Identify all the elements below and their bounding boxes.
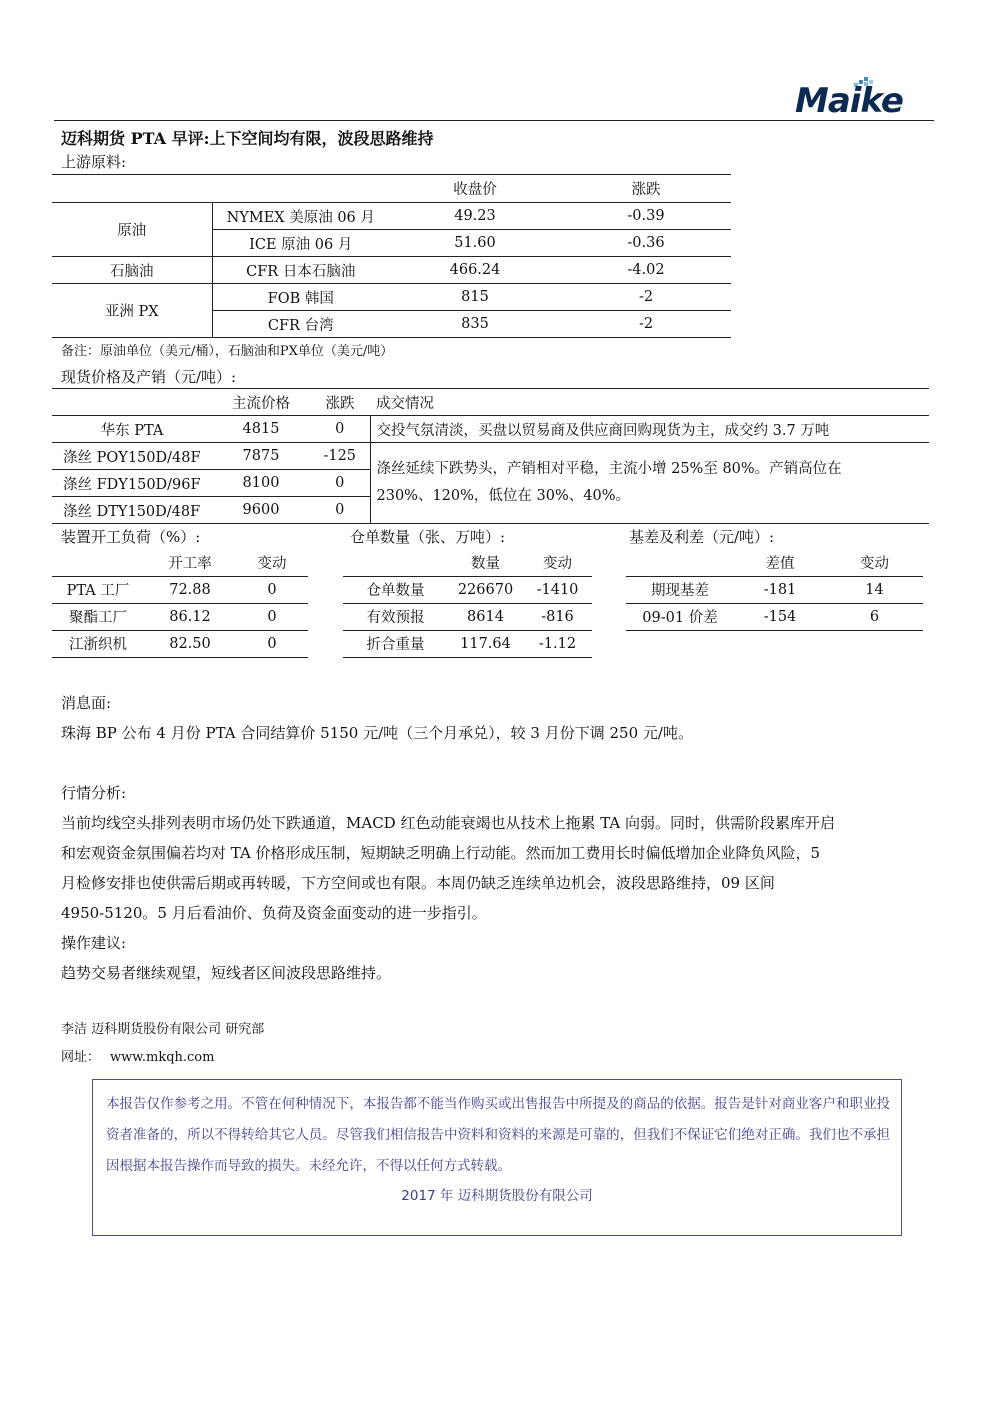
table-row — [52, 576, 308, 603]
disclaimer-box — [92, 1079, 902, 1236]
news-heading: 消息面: — [61, 694, 112, 712]
basis-heading: 基差及利差（元/吨）: — [629, 528, 775, 546]
item-change: -2 — [638, 316, 654, 332]
load-col-change: 变动 — [257, 555, 287, 572]
warrant-name: 有效预报 — [366, 610, 425, 626]
spot-name: 华东 PTA — [100, 422, 164, 439]
table-row — [52, 603, 308, 630]
polyester-deal-line: 涤丝延续下跌势头，产销相对平稳，主流小增 25%至 80%。产销高位在 — [376, 461, 842, 477]
item-close: 49.23 — [389, 203, 561, 230]
website-line — [61, 1046, 214, 1065]
basis-table — [626, 549, 923, 631]
load-table — [52, 549, 308, 658]
table-row — [343, 603, 592, 630]
table-row — [52, 284, 731, 311]
spot-change: -125 — [323, 448, 357, 464]
item-close: 51.60 — [454, 235, 496, 251]
basis-change: 14 — [865, 581, 884, 598]
spot-price: 8100 — [242, 475, 280, 491]
basis-change: 6 — [869, 608, 880, 625]
basis-header-row — [626, 549, 923, 576]
load-name: 聚酯工厂 — [69, 610, 127, 626]
analysis-line: 当前均线空头排列表明市场仍处下跌通道，MACD 红色动能衰竭也从技术上拖累 TA 向弱。同时，供需阶段累库开启 — [61, 814, 836, 832]
table-row — [52, 630, 308, 657]
load-change: 0 — [267, 635, 277, 652]
group-px: 亚洲 PX — [52, 284, 212, 338]
upstream-col-close: 收盘价 — [453, 182, 497, 198]
upstream-col-change: 涨跌 — [631, 182, 661, 198]
group-naphtha: 石脑油 — [52, 257, 212, 284]
load-change: 0 — [267, 581, 277, 598]
warrant-col-qty: 数量 — [471, 555, 500, 572]
load-name: 江浙织机 — [69, 637, 127, 653]
table-row — [626, 576, 923, 603]
table-row — [52, 443, 929, 470]
load-col-rate: 开工率 — [168, 555, 212, 572]
analysis-line: 和宏观资金氛围偏若均对 TA 价格形成压制，短期缺乏明确上行动能。然而加工费用长时偏低增加企业降负风险，5 — [61, 844, 821, 862]
item-close: 835 — [461, 316, 489, 332]
table-row — [626, 603, 923, 630]
warrant-table — [343, 549, 592, 658]
item-name: CFR 台湾 — [267, 317, 334, 334]
spot-heading: 现货价格及产销（元/吨）: — [61, 368, 237, 386]
group-crude: 原油 — [52, 203, 212, 257]
polyester-deal — [370, 443, 929, 524]
warrant-name: 仓单数量 — [366, 583, 425, 599]
load-rate: 86.12 — [169, 608, 211, 625]
spot-name: 涤丝 DTY150D/48F — [63, 503, 201, 520]
warrant-name: 折合重量 — [366, 637, 425, 653]
spot-col-deal: 成交情况 — [376, 395, 434, 412]
analysis-line: 月检修安排也使供需后期或再转暖，下方空间或也有限。本周仍缺乏连续单边机会，波段思路维持，09 区间 — [61, 874, 775, 892]
website-label: 网址： — [61, 1050, 101, 1065]
report-title: 迈科期货 PTA 早评:上下空间均有限，波段思路维持 — [61, 129, 434, 148]
news-text: 珠海 BP 公布 4 月份 PTA 合同结算价 5150 元/吨（三个月承兑），较 3 月份下调 250 元/吨。 — [61, 724, 693, 742]
item-close: 815 — [389, 284, 561, 311]
item-close: 466.24 — [449, 262, 501, 278]
header-rule — [54, 120, 934, 121]
spot-change: 0 — [335, 421, 345, 437]
website-link[interactable]: www.mkqh.com — [110, 1050, 215, 1065]
warrant-heading: 仓单数量（张、万吨）: — [350, 528, 506, 546]
warrant-col-change: 变动 — [543, 555, 572, 572]
upstream-header-row — [52, 175, 731, 203]
load-heading: 装置开工负荷（%）: — [61, 528, 201, 546]
disclaimer-text: 本报告仅作参考之用。不管在何种情况下，本报告都不能当作购买或出售报告中所提及的商品的依据。报告是针对商业客户和职业投资者准备的，所以不得转给其它人员。尽管我们相信报告中资料和资料的来源是可靠的，但我们不保证它们绝对正确。我们也不承担因根据本报告操作而导致的损失。未经允许，不得以任何方式转载。 — [106, 1096, 890, 1174]
item-change: -4.02 — [627, 262, 665, 278]
load-name: PTA 工厂 — [66, 583, 130, 599]
table-row — [343, 630, 592, 657]
basis-col-change: 变动 — [860, 555, 889, 572]
item-change: -2 — [561, 284, 731, 311]
spot-change: 0 — [335, 502, 345, 518]
warrant-header-row — [343, 549, 592, 576]
spot-name: 涤丝 POY150D/48F — [63, 449, 201, 466]
spot-price: 4815 — [242, 421, 280, 437]
warrant-qty: 226670 — [457, 581, 514, 598]
analysis-heading: 行情分析: — [61, 784, 127, 802]
table-row — [52, 416, 929, 443]
load-rate: 72.88 — [169, 581, 211, 598]
maike-logo — [793, 74, 933, 118]
table-row — [52, 257, 731, 284]
basis-diff: -181 — [763, 581, 797, 598]
table-row — [343, 576, 592, 603]
table-row — [52, 203, 731, 230]
spot-price: 9600 — [242, 502, 280, 518]
upstream-note: 备注：原油单位（美元/桶），石脑油和PX单位（美元/吨） — [61, 344, 394, 359]
basis-diff: -154 — [763, 608, 797, 625]
basis-col-diff: 差值 — [765, 555, 795, 572]
spot-header-row — [52, 389, 929, 416]
warrant-change: -1.12 — [538, 635, 577, 652]
spot-col-price: 主流价格 — [232, 395, 290, 412]
copyright-text: 2017 年 迈科期货股份有限公司 — [401, 1188, 593, 1204]
analysis-line: 4950-5120。5 月后看油价、负荷及资金面变动的进一步指引。 — [61, 904, 487, 922]
advice-heading: 操作建议: — [61, 934, 127, 952]
spot-deal: 交投气氛清淡，买盘以贸易商及供应商回购现货为主，成交约 3.7 万吨 — [370, 416, 929, 443]
warrant-change: -816 — [541, 608, 574, 625]
item-change: -0.39 — [561, 203, 731, 230]
advice-text: 趋势交易者继续观望，短线者区间波段思路维持。 — [61, 964, 392, 982]
polyester-deal-line: 230%、120%，低位在 30%、40%。 — [376, 488, 630, 504]
spot-name: 涤丝 FDY150D/96F — [63, 476, 201, 493]
item-name: FOB 韩国 — [212, 284, 389, 311]
spot-price: 7875 — [242, 448, 280, 464]
load-change: 0 — [267, 608, 277, 625]
author-line: 李洁 迈科期货股份有限公司 研究部 — [61, 1022, 265, 1037]
warrant-qty: 117.64 — [460, 635, 511, 652]
item-change: -0.36 — [627, 235, 665, 251]
warrant-change: -1410 — [536, 581, 579, 598]
maike-logo-graphic — [793, 74, 933, 118]
spot-change: 0 — [335, 475, 345, 491]
upstream-table — [52, 174, 731, 338]
basis-name: 09-01 价差 — [642, 610, 718, 626]
basis-name: 期现基差 — [651, 583, 709, 599]
warrant-qty: 8614 — [467, 608, 504, 625]
spot-table — [52, 388, 929, 524]
item-name: ICE 原油 06 月 — [249, 236, 353, 253]
item-name: CFR 日本石脑油 — [246, 263, 356, 280]
load-rate: 82.50 — [169, 635, 211, 652]
svg-text:Maike: Maike — [795, 81, 903, 118]
upstream-heading: 上游原料: — [61, 153, 127, 171]
item-name: NYMEX 美原油 06 月 — [212, 203, 389, 230]
spot-col-change: 涨跌 — [325, 395, 355, 412]
load-header-row — [52, 549, 308, 576]
